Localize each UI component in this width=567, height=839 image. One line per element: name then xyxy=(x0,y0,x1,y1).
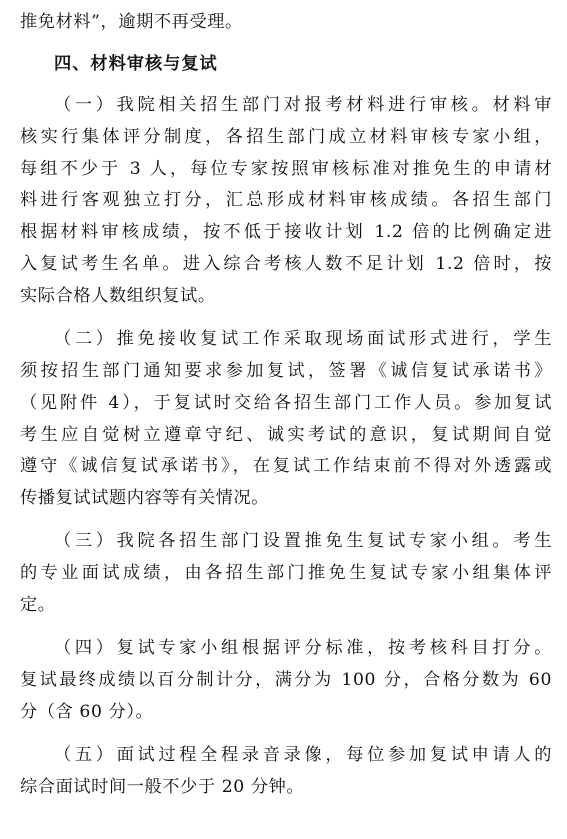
paragraph-3-line: 定。 xyxy=(20,595,56,615)
paragraph-2-line: 传播复试试题内容等有关情况。 xyxy=(20,488,270,508)
paragraph-1-line: 核实行集体评分制度，各招生部门成立材料审核专家小组， xyxy=(20,127,552,147)
paragraph-3-line: 的专业面试成绩，由各招生部门推免生复试专家小组集体评 xyxy=(20,563,552,583)
paragraph-5-line: （五）面试过程全程录音录像，每位参加复试申请人的 xyxy=(54,745,552,765)
paragraph-5-line: 综合面试时间一般不少于 20 分钟。 xyxy=(20,777,305,797)
paragraph-2-line: 考生应自觉树立遵章守纪、诚实考试的意识，复试期间自觉 xyxy=(20,425,552,445)
paragraph-1-line: 根据材料审核成绩，按不低于接收计划 1.2 倍的比例确定进 xyxy=(20,222,552,242)
paragraph-4-line: （四）复试专家小组根据评分标准，按考核科目打分。 xyxy=(54,638,552,658)
paragraph-4-line: 分（含 60 分）。 xyxy=(20,702,154,722)
section-heading: 四、材料审核与复试 xyxy=(54,54,218,74)
paragraph-3-line: （三）我院各招生部门设置推免生复试专家小组。考生 xyxy=(54,531,552,551)
paragraph-1-line: 实际合格人数组织复试。 xyxy=(20,286,216,306)
paragraph-1-line: 每组不少于 3 人，每位专家按照审核标准对推免生的申请材 xyxy=(20,159,552,179)
paragraph-2-line: 遵守《诚信复试承诺书》，在复试工作结束前不得对外透露或 xyxy=(20,456,552,476)
text-line: 推免材料”，逾期不再受理。 xyxy=(20,12,243,32)
paragraph-4-line: 复试最终成绩以百分制计分，满分为 100 分，合格分数为 60 xyxy=(20,670,552,690)
paragraph-2-line: 须按招生部门通知要求参加复试，签署《诚信复试承诺书》 xyxy=(20,361,552,381)
paragraph-2-line: （二）推免接收复试工作采取现场面试形式进行，学生 xyxy=(54,329,552,349)
paragraph-1-line: （一）我院相关招生部门对报考材料进行审核。材料审 xyxy=(54,95,552,115)
paragraph-1-line: 入复试考生名单。进入综合考核人数不足计划 1.2 倍时，按 xyxy=(20,254,552,274)
paragraph-2-line: （见附件 4），于复试时交给各招生部门工作人员。参加复试 xyxy=(20,393,552,413)
paragraph-1-line: 料进行客观独立打分，汇总形成材料审核成绩。各招生部门 xyxy=(20,190,552,210)
